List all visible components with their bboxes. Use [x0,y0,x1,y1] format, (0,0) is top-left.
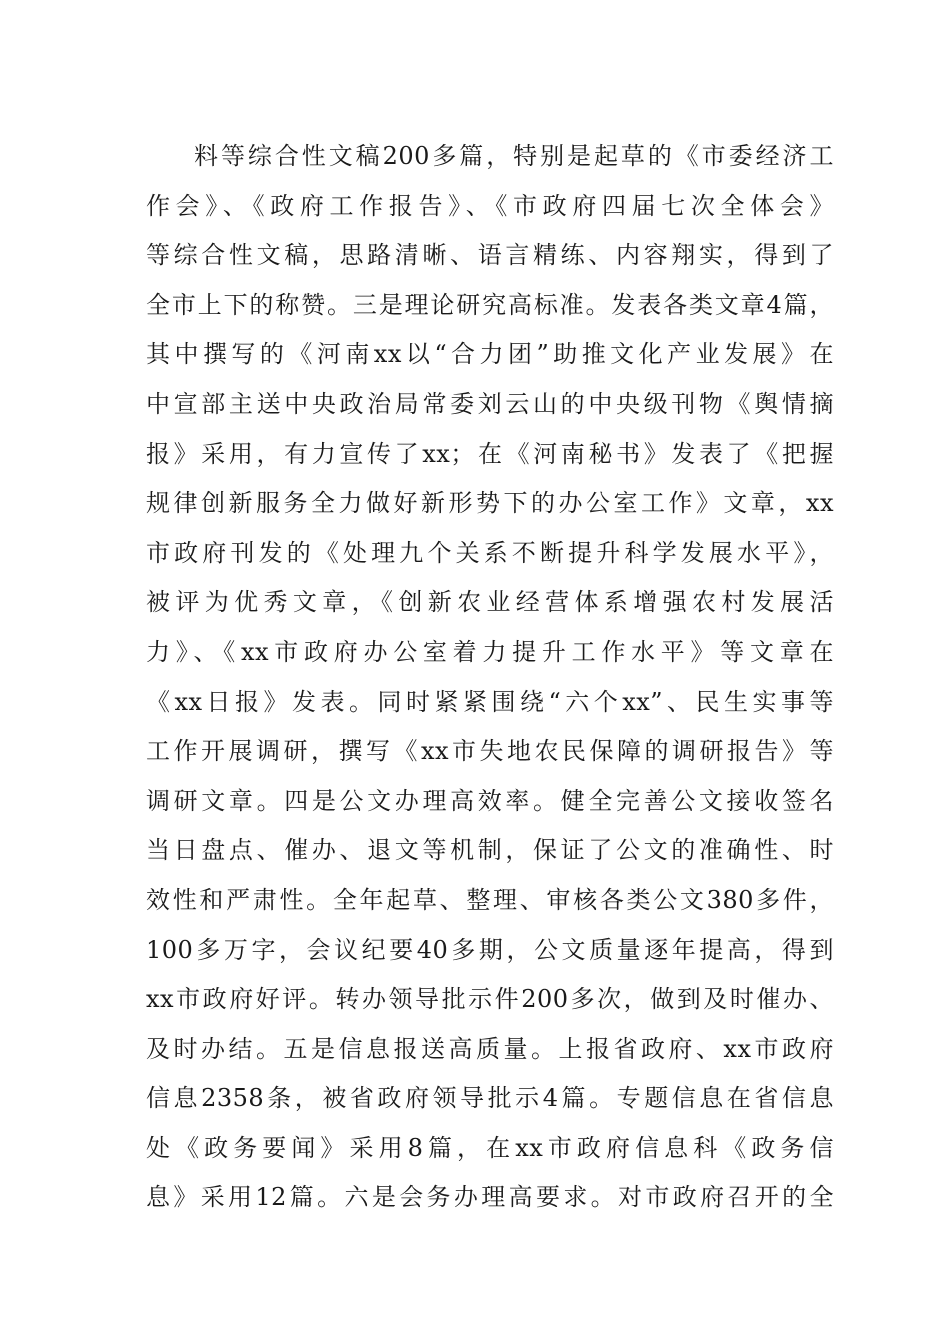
text-line: 效性和严肃性。全年起草、整理、审核各类公文380多件， [146,885,834,914]
text-line: 息》采用12篇。六是会务办理高要求。对市政府召开的全 [146,1183,834,1212]
text-line: 等综合性文稿，思路清晰、语言精练、内容翔实，得到了 [146,241,834,270]
text-line: 100多万字，会议纪要40多期，公文质量逐年提高，得到 [146,935,834,964]
text-line: 报》采用，有力宣传了xx；在《河南秘书》发表了《把握 [146,439,834,468]
document-body [146,136,834,1227]
text-line: xx市政府好评。转办领导批示件200多次，做到及时催办、 [146,985,834,1014]
text-line: 当日盘点、催办、退文等机制，保证了公文的准确性、时 [146,836,834,865]
text-line: 调研文章。四是公文办理高效率。健全完善公文接收签名 [146,786,834,815]
text-line: 规律创新服务全力做好新形势下的办公室工作》文章，xx [146,489,834,518]
text-line: 信息2358条，被省政府领导批示4篇。专题信息在省信息 [146,1084,834,1113]
text-line: 料等综合性文稿200多篇，特别是起草的《市委经济工 [194,142,834,170]
text-line: 力》、《xx市政府办公室着力提升工作水平》等文章在 [146,637,834,666]
text-line: 其中撰写的《河南xx以“合力团”助推文化产业发展》在 [146,340,834,369]
text-line: 《xx日报》发表。同时紧紧围绕“六个xx”、民生实事等 [146,687,834,716]
text-line: 工作开展调研，撰写《xx市失地农民保障的调研报告》等 [146,737,834,766]
text-line: 作会》、《政府工作报告》、《市政府四届七次全体会》 [146,191,834,220]
text-line: 全市上下的称赞。三是理论研究高标准。发表各类文章4篇， [146,290,834,319]
text-line: 市政府刊发的《处理九个关系不断提升科学发展水平》， [146,538,834,567]
text-line: 处《政务要闻》采用8篇，在xx市政府信息科《政务信 [146,1133,834,1162]
text-line: 被评为优秀文章，《创新农业经营体系增强农村发展活 [146,588,834,617]
text-line: 及时办结。五是信息报送高质量。上报省政府、xx市政府 [146,1034,834,1063]
text-line: 中宣部主送中央政治局常委刘云山的中央级刊物《舆情摘 [146,389,834,418]
